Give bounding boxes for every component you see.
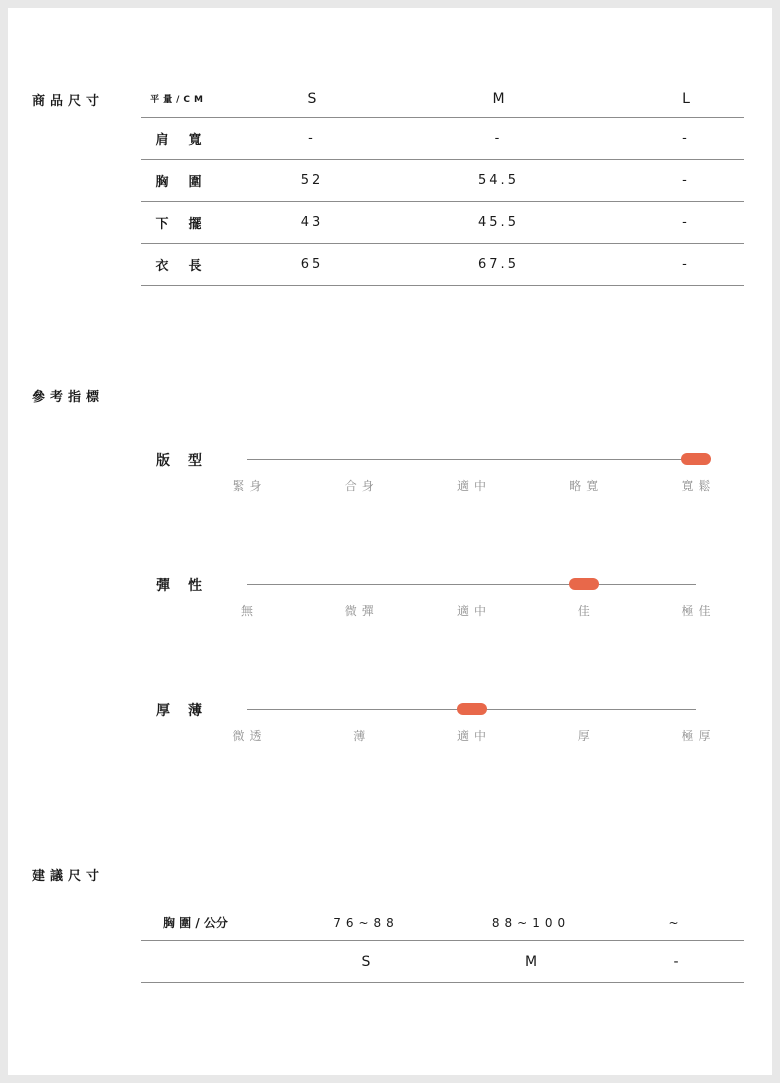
unit-label: 平量/CM [150,95,207,105]
row-label: 胸 圍 [155,175,202,190]
recommend-row [141,941,744,983]
table-row-shoulder [141,118,744,160]
indicator-option: 厚 [577,729,595,743]
indicator-option: 微透 [232,729,267,743]
cell-l: - [682,131,690,146]
cell-s: 52 [300,173,324,188]
cell-s: 65 [300,257,324,272]
range-m: 88~100 [491,915,571,930]
indicator-selected-marker [457,703,487,715]
indicator-label: 版 型 [156,453,202,469]
indicator-option: 無 [240,604,258,618]
table-row-length [141,244,744,286]
indicator-option: 略寬 [569,479,604,493]
indicator-option: 適中 [456,729,491,743]
recommend-section-title: 建議尺寸 [32,869,105,884]
elasticity-indicator [8,578,772,644]
cell-l: - [682,173,690,188]
row-label: 衣 長 [155,259,202,274]
cell-s: - [308,131,316,146]
cell-m: 45.5 [478,215,519,230]
chest-cm-label: 胸 圍 / 公分 [163,916,228,930]
cell-s: 43 [300,215,324,230]
recommend-size-l: - [673,953,679,970]
indicator-label: 彈 性 [156,578,202,594]
reference-section-title: 參考指標 [32,390,105,405]
indicator-option: 薄 [353,729,371,743]
indicator-track [247,459,696,460]
indicator-option: 寬鬆 [681,479,716,493]
indicator-option: 極厚 [681,729,716,743]
thickness-indicator [8,703,772,769]
indicator-selected-marker [681,453,711,465]
cell-m: 67.5 [478,257,519,272]
row-label: 下 擺 [155,217,202,232]
indicator-option: 合身 [344,479,379,493]
indicator-option: 佳 [577,604,595,618]
recommend-table [141,905,744,983]
recommend-size-m: M [524,953,538,970]
indicator-label: 厚 薄 [156,703,202,719]
table-row-hem [141,202,744,244]
indicator-option: 適中 [456,479,491,493]
indicator-option: 極佳 [681,604,716,618]
cell-l: - [682,215,690,230]
row-label: 肩 寬 [155,133,202,148]
range-l: ~ [668,915,684,930]
indicator-option: 適中 [456,604,491,618]
size-s-header: S [307,90,317,107]
recommend-size-s: S [361,953,371,970]
cell-m: 54.5 [478,173,519,188]
indicator-track [247,584,696,585]
size-l-header: L [682,90,690,107]
size-chart-sheet [8,8,772,1075]
cell-m: - [494,131,503,146]
indicator-option: 微彈 [344,604,379,618]
size-section-title: 商品尺寸 [32,94,105,109]
fit-indicator [8,453,772,519]
recommend-header [141,905,744,941]
indicator-option: 緊身 [232,479,267,493]
size-m-header: M [492,90,505,107]
table-row-chest [141,160,744,202]
size-table-header [141,80,744,118]
cell-l: - [682,257,690,272]
range-s: 76~88 [333,915,399,930]
size-table [141,80,744,286]
indicator-selected-marker [569,578,599,590]
